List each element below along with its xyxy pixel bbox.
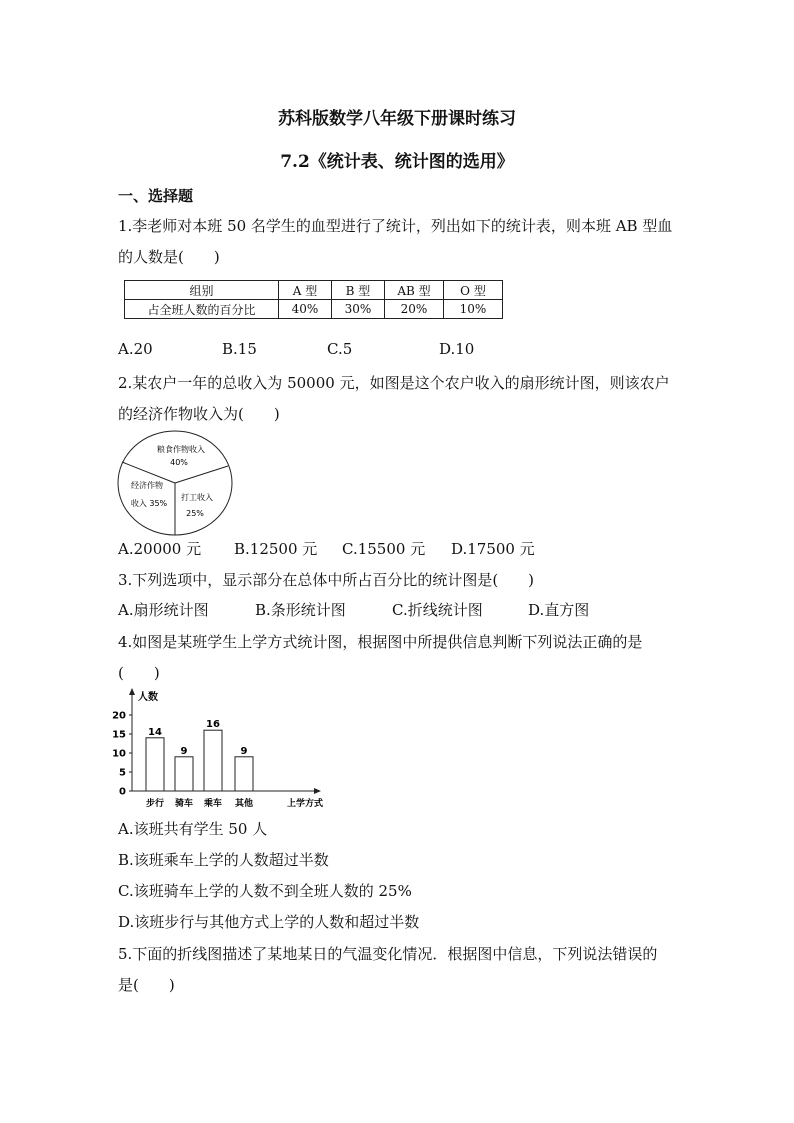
q4-stem-line1: 4.如图是某班学生上学方式统计图，根据图中所提供信息判断下列说法正确的是: [118, 633, 643, 651]
q1-option-d: D.10: [439, 340, 475, 358]
q5-stem-line2: 是( ): [118, 976, 175, 994]
category-label: 其他: [234, 799, 254, 809]
x-axis-title: 上学方式: [287, 799, 324, 809]
y-axis-title: 人数: [138, 692, 158, 703]
y-tick-label: 15: [112, 729, 126, 741]
q1-option-b: B.15: [222, 340, 257, 358]
table-header-cell: AB 型: [385, 281, 444, 300]
pie-label-work: 打工收入: [181, 493, 213, 502]
page-subtitle: 7.2《统计表、统计图的选用》: [280, 152, 514, 172]
table-header-cell: 组别: [125, 281, 279, 300]
pie-value-cash: 收入 35%: [130, 499, 168, 508]
y-tick-label: 20: [112, 710, 126, 722]
q2-stem-line2: 的经济作物收入为( ): [118, 405, 280, 423]
table-row: [125, 300, 503, 319]
q4-option-b: B.该班乘车上学的人数超过半数: [118, 851, 329, 869]
section-heading: 一、选择题: [118, 187, 194, 205]
bar: [235, 757, 253, 791]
q2-option-a: A.20000 元: [118, 540, 202, 558]
bar-value-label: 16: [206, 719, 220, 731]
bar-value-label: 9: [180, 745, 188, 757]
pie-value-grain: 40%: [170, 458, 188, 467]
table-cell: 10%: [444, 300, 503, 319]
q3-option-b: B.条形统计图: [255, 601, 346, 619]
pie-value-work: 25%: [186, 509, 204, 518]
bar: [175, 757, 193, 791]
pie-divider: [175, 466, 228, 483]
q5-stem-line1: 5.下面的折线图描述了某地某日的气温变化情况．根据图中信息，下列说法错误的: [118, 945, 658, 963]
pie-divider: [122, 462, 175, 483]
table-cell: 40%: [279, 300, 332, 319]
blood-type-table: [124, 280, 503, 319]
table-cell: 占全班人数的百分比: [125, 300, 279, 319]
bar-value-label: 14: [148, 726, 162, 738]
x-axis-arrow: [314, 788, 321, 794]
q4-option-d: D.该班步行与其他方式上学的人数和超过半数: [118, 913, 420, 931]
q2-option-d: D.17500 元: [451, 540, 535, 558]
q1-option-c: C.5: [327, 340, 353, 358]
pie-label-grain: 粮食作物收入: [157, 445, 205, 454]
category-label: 骑车: [174, 799, 194, 809]
q4-stem-line2: ( ): [118, 664, 160, 682]
bar: [146, 738, 164, 791]
table-header-cell: O 型: [444, 281, 503, 300]
y-tick-label: 0: [119, 786, 126, 798]
page-title: 苏科版数学八年级下册课时练习: [278, 109, 516, 129]
q2-option-b: B.12500 元: [234, 540, 318, 558]
q4-option-a: A.该班共有学生 50 人: [118, 820, 268, 838]
table-header-cell: A 型: [279, 281, 332, 300]
income-pie-chart: [115, 428, 235, 538]
pie-label-cash: 经济作物: [131, 481, 163, 490]
category-label: 乘车: [203, 799, 223, 809]
y-tick-label: 5: [119, 767, 126, 779]
bar-value-label: 9: [240, 745, 248, 757]
q1-stem-line2: 的人数是( ): [118, 248, 220, 266]
y-tick-label: 10: [112, 748, 126, 760]
q1-stem-line1: 1.李老师对本班 50 名学生的血型进行了统计，列出如下的统计表，则本班 AB 型血: [118, 217, 673, 235]
table-header-row: [125, 281, 503, 300]
q2-option-c: C.15500 元: [342, 540, 426, 558]
bar: [204, 730, 222, 791]
q2-stem-line1: 2.某农户一年的总收入为 50000 元，如图是这个农户收入的扇形统计图，则该农户: [118, 374, 670, 392]
table-header-cell: B 型: [332, 281, 385, 300]
q3-option-c: C.折线统计图: [392, 601, 483, 619]
q3-stem: 3.下列选项中，显示部分在总体中所占百分比的统计图是( ): [118, 571, 535, 589]
q4-option-c: C.该班骑车上学的人数不到全班人数的 25%: [118, 882, 412, 900]
commute-bar-chart: [114, 688, 326, 812]
table-cell: 30%: [332, 300, 385, 319]
y-axis-arrow: [129, 688, 135, 695]
table-cell: 20%: [385, 300, 444, 319]
q1-option-a: A.20: [118, 340, 153, 358]
q3-option-a: A.扇形统计图: [118, 601, 209, 619]
category-label: 步行: [145, 799, 165, 809]
q3-option-d: D.直方图: [528, 601, 590, 619]
